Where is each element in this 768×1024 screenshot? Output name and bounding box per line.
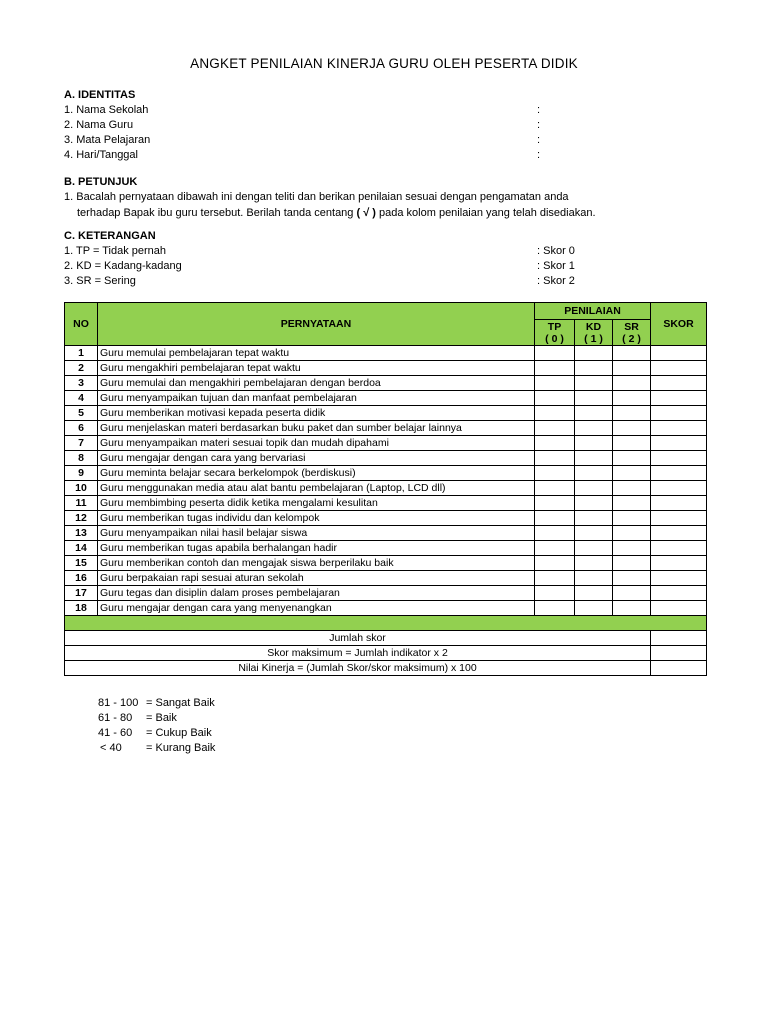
rating-cell-sr[interactable] (613, 346, 651, 361)
keterangan-score: : Skor 2 (537, 275, 575, 287)
petunjuk-heading: B. PETUNJUK (64, 176, 138, 188)
rating-cell-kd[interactable] (575, 586, 613, 601)
table-row (65, 376, 707, 391)
rating-cell-tp[interactable] (535, 511, 575, 526)
separator-row (65, 616, 707, 631)
score-cell[interactable] (651, 601, 707, 616)
rating-cell-tp[interactable] (535, 391, 575, 406)
rating-cell-tp[interactable] (535, 496, 575, 511)
rating-cell-tp[interactable] (535, 436, 575, 451)
table-row (65, 421, 707, 436)
row-statement: Guru memberikan tugas apabila berhalangan hadir (98, 541, 535, 556)
rating-cell-sr[interactable] (613, 556, 651, 571)
identitas-colon: : (537, 134, 541, 146)
score-cell[interactable] (651, 556, 707, 571)
identitas-label: 3. Mata Pelajaran (64, 134, 151, 146)
rating-cell-kd[interactable] (575, 406, 613, 421)
score-cell[interactable] (651, 586, 707, 601)
table-row (65, 391, 707, 406)
keterangan-score: : Skor 1 (537, 260, 575, 272)
kategori-range: 81 - 100 (98, 697, 139, 709)
rating-cell-tp[interactable] (535, 346, 575, 361)
table-row (65, 406, 707, 421)
identitas-label: 1. Nama Sekolah (64, 104, 149, 116)
rating-cell-sr[interactable] (613, 361, 651, 376)
rating-cell-sr[interactable] (613, 496, 651, 511)
score-cell[interactable] (651, 571, 707, 586)
row-statement: Guru mengakhiri pembelajaran tepat waktu (98, 361, 535, 376)
table-row (65, 586, 707, 601)
identitas-colon: : (537, 119, 541, 131)
kategori-item (98, 726, 212, 741)
row-statement: Guru menyampaikan materi sesuai topik dan mudah dipahami (98, 436, 535, 451)
header-no: NO (65, 303, 98, 346)
row-number: 4 (65, 391, 98, 406)
table-row (65, 466, 707, 481)
rating-cell-tp[interactable] (535, 556, 575, 571)
summary-label-maks: Skor maksimum = Jumlah indikator x 2 (65, 646, 651, 661)
row-number: 12 (65, 511, 98, 526)
row-number: 10 (65, 481, 98, 496)
row-number: 8 (65, 451, 98, 466)
score-cell[interactable] (651, 526, 707, 541)
rating-cell-kd[interactable] (575, 481, 613, 496)
kategori-item (98, 741, 215, 756)
summary-value-jumlah[interactable] (651, 631, 707, 646)
row-statement: Guru mengajar dengan cara yang menyenangkan (98, 601, 535, 616)
row-number: 16 (65, 571, 98, 586)
assessment-table (64, 302, 707, 676)
row-statement: Guru menyampaikan nilai hasil belajar siswa (98, 526, 535, 541)
row-statement: Guru mengajar dengan cara yang bervariasi (98, 451, 535, 466)
table-row (65, 361, 707, 376)
header-kd-score: ( 1 ) (584, 332, 603, 345)
row-number: 6 (65, 421, 98, 436)
table-row (65, 601, 707, 616)
row-statement: Guru menjelaskan materi berdasarkan buku paket dan sumber belajar lainnya (98, 421, 535, 436)
rating-cell-sr[interactable] (613, 586, 651, 601)
table-row (65, 346, 707, 361)
petunjuk-text: pada kolom penilaian yang telah disediakan. (375, 207, 596, 219)
row-number: 18 (65, 601, 98, 616)
table-row (65, 481, 707, 496)
petunjuk-line-2 (77, 206, 596, 221)
row-statement: Guru memberikan tugas individu dan kelompok (98, 511, 535, 526)
separator-cell (65, 616, 707, 631)
table-row (65, 496, 707, 511)
rating-cell-sr[interactable] (613, 436, 651, 451)
header-sr (613, 320, 651, 346)
kategori-label: = Kurang Baik (146, 742, 216, 754)
rating-cell-sr[interactable] (613, 601, 651, 616)
rating-cell-sr[interactable] (613, 421, 651, 436)
identitas-colon: : (537, 149, 541, 161)
rating-cell-sr[interactable] (613, 406, 651, 421)
rating-cell-kd[interactable] (575, 601, 613, 616)
petunjuk-text: terhadap Bapak ibu guru tersebut. Berilah tanda centang (77, 207, 357, 219)
rating-cell-sr[interactable] (613, 541, 651, 556)
row-number: 15 (65, 556, 98, 571)
row-number: 13 (65, 526, 98, 541)
rating-cell-sr[interactable] (613, 466, 651, 481)
summary-value-maks[interactable] (651, 646, 707, 661)
rating-cell-tp[interactable] (535, 481, 575, 496)
header-sr-label: SR (624, 320, 639, 333)
rating-cell-tp[interactable] (535, 451, 575, 466)
score-cell[interactable] (651, 421, 707, 436)
score-cell[interactable] (651, 451, 707, 466)
score-cell[interactable] (651, 466, 707, 481)
rating-cell-tp[interactable] (535, 376, 575, 391)
rating-cell-tp[interactable] (535, 421, 575, 436)
rating-cell-sr[interactable] (613, 511, 651, 526)
row-number: 1 (65, 346, 98, 361)
identitas-colon: : (537, 104, 541, 116)
row-number: 7 (65, 436, 98, 451)
row-statement: Guru memberikan motivasi kepada peserta didik (98, 406, 535, 421)
rating-cell-kd[interactable] (575, 556, 613, 571)
rating-cell-kd[interactable] (575, 346, 613, 361)
petunjuk-line-1: 1. Bacalah pernyataan dibawah ini dengan teliti dan berikan penilaian sesuai dengan pengamatan anda (64, 191, 569, 203)
header-tp-score: ( 0 ) (545, 332, 564, 345)
row-statement: Guru meminta belajar secara berkelompok (berdiskusi) (98, 466, 535, 481)
row-number: 14 (65, 541, 98, 556)
rating-cell-tp[interactable] (535, 586, 575, 601)
header-sr-score: ( 2 ) (622, 332, 641, 345)
rating-cell-kd[interactable] (575, 376, 613, 391)
score-cell[interactable] (651, 481, 707, 496)
identitas-label: 2. Nama Guru (64, 119, 134, 131)
row-statement: Guru memulai dan mengakhiri pembelajaran dengan berdoa (98, 376, 535, 391)
rating-cell-tp[interactable] (535, 571, 575, 586)
identitas-label: 4. Hari/Tanggal (64, 149, 138, 161)
page-title: ANGKET PENILAIAN KINERJA GURU OLEH PESERTA DIDIK (190, 56, 578, 71)
summary-label-jumlah: Jumlah skor (65, 631, 651, 646)
keterangan-heading: C. KETERANGAN (64, 230, 156, 242)
keterangan-label: 2. KD = Kadang-kadang (64, 260, 182, 272)
table-row (65, 571, 707, 586)
row-statement: Guru tegas dan disiplin dalam proses pembelajaran (98, 586, 535, 601)
rating-cell-kd[interactable] (575, 571, 613, 586)
row-number: 3 (65, 376, 98, 391)
row-statement: Guru memberikan contoh dan mengajak siswa berperilaku baik (98, 556, 535, 571)
summary-row (65, 631, 707, 646)
header-pernyataan: PERNYATAAN (98, 303, 535, 346)
rating-cell-sr[interactable] (613, 571, 651, 586)
keterangan-score: : Skor 0 (537, 245, 575, 257)
rating-cell-kd[interactable] (575, 541, 613, 556)
rating-cell-kd[interactable] (575, 526, 613, 541)
rating-cell-tp[interactable] (535, 601, 575, 616)
summary-value-nilai[interactable] (651, 661, 707, 676)
kategori-label: = Baik (146, 712, 177, 724)
score-cell[interactable] (651, 511, 707, 526)
table-row (65, 526, 707, 541)
rating-cell-sr[interactable] (613, 481, 651, 496)
header-tp-label: TP (547, 320, 562, 333)
row-number: 2 (65, 361, 98, 376)
kategori-label: = Sangat Baik (146, 697, 215, 709)
score-cell[interactable] (651, 346, 707, 361)
rating-cell-kd[interactable] (575, 391, 613, 406)
rating-cell-sr[interactable] (613, 526, 651, 541)
rating-cell-kd[interactable] (575, 421, 613, 436)
summary-row (65, 661, 707, 676)
rating-cell-kd[interactable] (575, 466, 613, 481)
kategori-range: 41 - 60 (98, 727, 133, 739)
row-number: 5 (65, 406, 98, 421)
score-cell[interactable] (651, 541, 707, 556)
row-statement: Guru menyampaikan tujuan dan manfaat pembelajaran (98, 391, 535, 406)
kategori-item (98, 711, 177, 726)
rating-cell-kd[interactable] (575, 496, 613, 511)
summary-row (65, 646, 707, 661)
row-statement: Guru membimbing peserta didik ketika mengalami kesulitan (98, 496, 535, 511)
score-cell[interactable] (651, 376, 707, 391)
rating-cell-tp[interactable] (535, 406, 575, 421)
score-cell[interactable] (651, 361, 707, 376)
table-row (65, 511, 707, 526)
score-cell[interactable] (651, 436, 707, 451)
table-row (65, 541, 707, 556)
summary-label-nilai: Nilai Kinerja = (Jumlah Skor/skor maksimum) x 100 (65, 661, 651, 676)
rating-cell-kd[interactable] (575, 361, 613, 376)
rating-cell-kd[interactable] (575, 451, 613, 466)
table-row (65, 451, 707, 466)
row-number: 17 (65, 586, 98, 601)
rating-cell-tp[interactable] (535, 526, 575, 541)
rating-cell-sr[interactable] (613, 451, 651, 466)
header-kd-label: KD (585, 320, 602, 333)
score-cell[interactable] (651, 496, 707, 511)
score-cell[interactable] (651, 391, 707, 406)
row-number: 11 (65, 496, 98, 511)
header-kd (575, 320, 613, 346)
score-cell[interactable] (651, 406, 707, 421)
rating-cell-tp[interactable] (535, 361, 575, 376)
row-statement: Guru berpakaian rapi sesuai aturan sekolah (98, 571, 535, 586)
header-tp (535, 320, 575, 346)
rating-cell-tp[interactable] (535, 541, 575, 556)
row-statement: Guru memulai pembelajaran tepat waktu (98, 346, 535, 361)
rating-cell-kd[interactable] (575, 511, 613, 526)
rating-cell-kd[interactable] (575, 436, 613, 451)
kategori-label: = Cukup Baik (146, 727, 212, 739)
header-penilaian: PENILAIAN (535, 303, 651, 320)
kategori-range: 61 - 80 (98, 712, 133, 724)
check-mark: ( √ ) (356, 207, 376, 219)
keterangan-label: 1. TP = Tidak pernah (64, 245, 167, 257)
keterangan-label: 3. SR = Sering (64, 275, 136, 287)
table-row (65, 436, 707, 451)
rating-cell-sr[interactable] (613, 376, 651, 391)
rating-cell-tp[interactable] (535, 466, 575, 481)
row-statement: Guru menggunakan media atau alat bantu pembelajaran (Laptop, LCD dll) (98, 481, 535, 496)
table-row (65, 556, 707, 571)
identitas-heading: A. IDENTITAS (64, 89, 136, 101)
rating-cell-sr[interactable] (613, 391, 651, 406)
header-skor: SKOR (651, 303, 707, 346)
row-number: 9 (65, 466, 98, 481)
kategori-range: < 40 (100, 742, 122, 754)
kategori-item (98, 696, 215, 711)
